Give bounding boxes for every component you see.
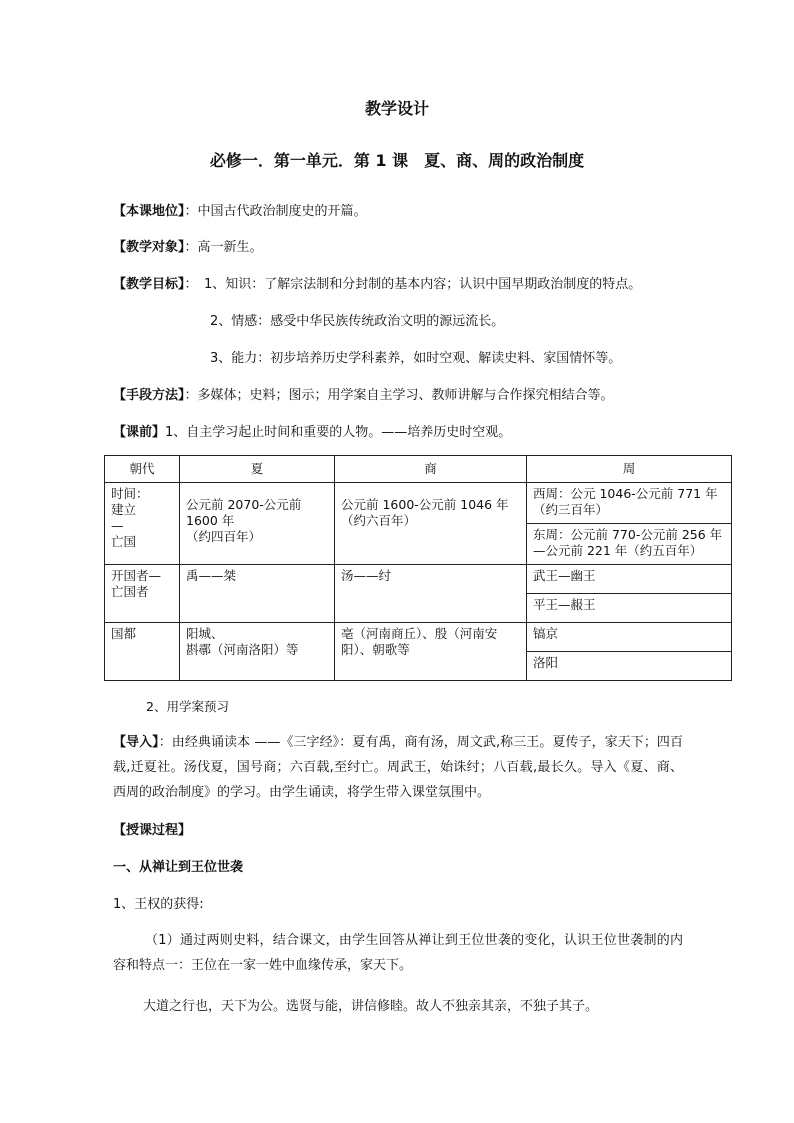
xizhou-founder: 武王—幽王: [527, 565, 732, 594]
row-label-time: 时间： 建立 — 亡国: [105, 483, 180, 565]
table-header-row: [105, 456, 732, 483]
document-title: 教学设计: [364, 99, 429, 118]
intro-paragraph: [113, 730, 683, 805]
header-zhou: 周: [527, 456, 732, 483]
intro-label: 【导入】: [113, 735, 159, 750]
lesson-position-line: [113, 200, 367, 219]
row-label-founder: 开国者— 亡国者: [105, 565, 180, 623]
goals-line: [113, 273, 641, 292]
dongzhou-capital: 洛阳: [527, 652, 732, 681]
lesson-position-text: ：中国古代政治制度史的开篇。: [184, 204, 367, 219]
dongzhou-founder: 平王—赧王: [527, 594, 732, 623]
table-row: [105, 565, 732, 594]
table-row: [105, 623, 732, 652]
header-dynasty: 朝代: [105, 456, 180, 483]
xia-time: 公元前 2070-公元前 1600 年 （约四百年）: [180, 483, 335, 565]
xizhou-time: 西周：公元 1046-公元前 771 年（约三百年）: [527, 483, 732, 524]
row-label-capital: 国都: [105, 623, 180, 681]
goal-emotion: 2、情感：感受中华民族传统政治文明的源远流长。: [210, 314, 505, 329]
methods-line: [113, 384, 614, 403]
table-row: [105, 483, 732, 524]
xizhou-capital: 镐京: [527, 623, 732, 652]
quote-1: 大道之行也，天下为公。选贤与能，讲信修睦。故人不独亲其亲，不独子其子。: [143, 999, 599, 1014]
methods-label: 【手段方法】: [113, 388, 185, 403]
xia-capital: 阳城、 斟鄩（河南洛阳）等: [180, 623, 335, 681]
header-shang: 商: [335, 456, 527, 483]
prelesson-text: 1、自主学习起止时间和重要的人物。——培养历史时空观。: [165, 425, 512, 440]
header-xia: 夏: [180, 456, 335, 483]
goals-label: 【教学目标】: [113, 277, 185, 292]
shang-time: 公元前 1600-公元前 1046 年 （约六百年）: [335, 483, 527, 565]
methods-text: ：多媒体；史料；图示；用学案自主学习、教师讲解与合作探究相结合等。: [184, 388, 614, 403]
prelesson-line: [113, 421, 511, 440]
xia-founder: 禹——桀: [180, 565, 335, 623]
prelesson-label: 【课前】: [113, 425, 166, 440]
goal-ability: 3、能力：初步培养历史学科素养，如时空观、解读史料、家国情怀等。: [210, 351, 622, 366]
audience-text: ：高一新生。: [184, 240, 263, 255]
audience-line: [113, 236, 263, 255]
process-label: 【授课过程】: [113, 823, 192, 838]
section-heading-1: 一、从禅让到王位世袭: [113, 860, 244, 875]
paragraph-1: （1）通过两则史料，结合课文，由学生回答从禅让到王位世袭的变化，认识王位世袭制的内容和特点一：王位在一家一姓中血缘传承，家天下。: [113, 933, 683, 973]
shang-founder: 汤——纣: [335, 565, 527, 623]
prelesson-step-2: 2、用学案预习: [146, 699, 229, 714]
audience-label: 【教学对象】: [113, 240, 185, 255]
dynasty-table: [104, 455, 732, 681]
shang-capital: 亳（河南商丘）、殷（河南安阳）、朝歌等: [335, 623, 527, 681]
intro-text: ：由经典诵读本 ——《三字经》：夏有禹，商有汤，周文武,称三王。夏传子，家天下；四百载,迁夏社。汤伐夏，国号商；六百载,至纣亡。周武王，始诛纣；八百载,最长久。导入《夏、商、西周的政治制度》的学习。由学生诵读，将学生带入课堂氛围中。: [113, 735, 683, 800]
subheading-1: 1、王权的获得:: [113, 897, 204, 912]
goal-knowledge: ： 1、知识：了解宗法制和分封制的基本内容；认识中国早期政治制度的特点。: [184, 277, 642, 292]
dongzhou-time: 东周：公元前 770-公元前 256 年—公元前 221 年（约五百年）: [527, 524, 732, 565]
lesson-position-label: 【本课地位】: [113, 204, 185, 219]
lesson-title: 必修一．第一单元．第 1 课 夏、商、周的政治制度: [209, 151, 585, 170]
